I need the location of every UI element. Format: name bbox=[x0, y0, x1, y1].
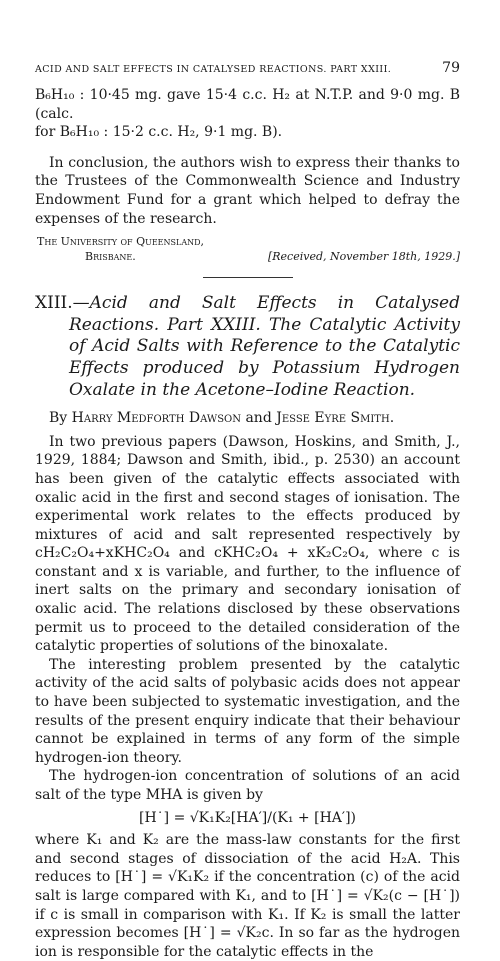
running-title: ACID AND SALT EFFECTS IN CATALYSED REACTIONS. PART XXIII. bbox=[35, 64, 392, 75]
author-2: Jesse Eyre Smith. bbox=[276, 410, 395, 427]
acknowledgement-paragraph: In conclusion, the authors wish to express their thanks to the Trustees of the Commonwealth Science and Industry Endowment Fund for a grant which helped to defray the expenses of the research. bbox=[35, 154, 460, 227]
intro-paragraph: In two previous papers (Dawson, Hoskins, and Smith, J., 1929, 1884; Dawson and Smith, ibid., p. 2530) an account has been given of the catalytic effects associated with oxalic acid in the first and second stages of ionisation. The experimental work relates to the effects produced by mixtures of acid and salt represented respectively by cH₂C₂O₄+xKHC₂O₄ and cKHC₂O₄ + xK₂C₂O₄, where c is constant and x is variable, and further, to the influence of inert salts on the primary and secondary ionisation of oxalic acid. The relations disclosed by these observations permit us to proceed to the detailed consideration of the catalytic properties of solutions of the binoxalate. bbox=[35, 433, 460, 655]
received-date: [Received, November 18th, 1929.] bbox=[267, 250, 460, 264]
author-line: By Harry Medforth Dawson and Jesse Eyre Smith. bbox=[49, 410, 395, 427]
author-1: Harry Medforth Dawson bbox=[71, 410, 241, 427]
equation-hydrogen-ion: [H˙] = √K₁K₂[HA′]/(K₁ + [HA′]) bbox=[138, 809, 356, 826]
page-body bbox=[35, 86, 460, 961]
paragraph-interesting-problem: The interesting problem presented by the catalytic activity of the acid salts of polybasic acids does not appear to have been subjected to systematic investigation, and the results of the present enquiry indicate that their behaviour cannot be explained in terms of any form of the simple hydrogen-ion theory. bbox=[35, 656, 460, 766]
article-title-text: —Acid and Salt Effects in Catalysed Reactions. Part XXIII. The Catalytic Activity of Acid Salts with Reference to the Catalytic Effects produced by Potassium Hydrogen Oxalate in the Acetone–Iodine Reaction. bbox=[69, 293, 460, 400]
page-number: 79 bbox=[442, 60, 460, 76]
carryover-paragraph: B₆H₁₀ : 10·45 mg. gave 15·4 c.c. H₂ at N.T.P. and 9·0 mg. B (calc. for B₆H₁₀ : 15·2 c.c. H₂, 9·1 mg. B). bbox=[35, 87, 460, 141]
section-divider bbox=[203, 277, 293, 278]
article-number: XIII. bbox=[35, 293, 73, 314]
affiliation-organization: The University of Queensland, bbox=[37, 235, 205, 249]
affiliation-city: Brisbane. bbox=[85, 250, 136, 264]
paragraph-hydrogen-ion: The hydrogen-ion concentration of solutions of an acid salt of the type MHA is given by bbox=[35, 768, 460, 803]
paragraph-definitions: where K₁ and K₂ are the mass-law constants for the first and second stages of dissociation of the acid H₂A. This reduces to [H˙] = √K₁K₂ if the concentration (c) of the acid salt is large compared with K₁, and to [H˙] = √K₂(c − [H˙]) if c is small in comparison with K₁. If K₂ is small the latter expression becomes [H˙] = √K₂c. In so far as the hydrogen ion is responsible for the catalytic effects in the bbox=[35, 832, 460, 960]
running-header bbox=[35, 60, 460, 76]
affiliation-block bbox=[35, 234, 460, 264]
article-title bbox=[35, 293, 460, 401]
